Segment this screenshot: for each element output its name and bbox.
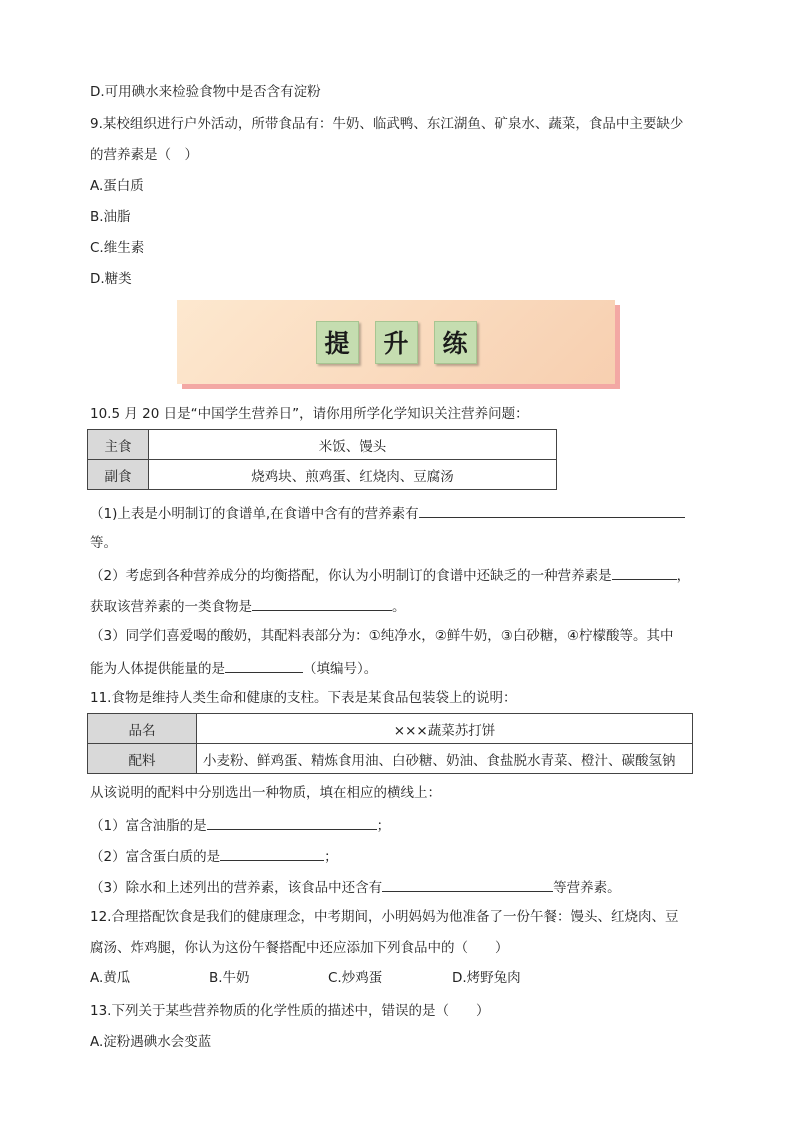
table-cell-value: 小麦粉、鲜鸡蛋、精炼食用油、白砂糖、奶油、食盐脱水青菜、橙汁、碳酸氢钠 — [197, 744, 693, 774]
q12-stem-line2: 腐汤、炸鸡腿，你认为这份午餐搭配中还应添加下列食品中的（ ） — [90, 940, 509, 956]
q13-title: 13.下列关于某些营养物质的化学性质的描述中，错误的是（ ） — [90, 1003, 490, 1019]
q9-option-b: B.油脂 — [90, 209, 131, 225]
q10-sub1-text: （1)上表是小明制订的食谱单,在食谱中含有的营养素有 — [90, 506, 419, 522]
q10-sub3: （3）同学们喜爱喝的酸奶，其配料表部分为：①纯净水，②鲜牛奶，③白砂糖，④柠檬酸等。其中 — [90, 628, 674, 644]
q11-sub3-punct: 等营养素。 — [553, 880, 621, 896]
table-cell-value: ×××蔬菜苏打饼 — [197, 714, 693, 744]
section-banner — [177, 300, 615, 384]
q10-title: 10.5 月 20 日是“中国学生营养日”，请你用所学化学知识关注营养问题： — [90, 406, 529, 422]
q11-sub3 — [90, 876, 621, 898]
q12-option-a: A.黄瓜 — [90, 970, 131, 986]
answer-blank[interactable] — [220, 845, 324, 861]
q10-sub2b-punct: 。 — [392, 599, 406, 615]
answer-blank[interactable] — [612, 564, 677, 580]
answer-blank[interactable] — [252, 595, 392, 611]
q10-sub3b-text: 能为人体提供能量的是 — [90, 661, 225, 677]
q13-option-a: A.淀粉遇碘水会变蓝 — [90, 1034, 212, 1050]
q11-sub1 — [90, 814, 390, 836]
q10-sub3b-punct: （填编号）。 — [303, 661, 378, 677]
q10-sub3-line2 — [90, 657, 377, 679]
banner-char-3: 练 — [434, 321, 477, 364]
table-cell-label: 配料 — [88, 744, 197, 774]
q10-sub2-text: （2）考虑到各种营养成分的均衡搭配，你认为小明制订的食谱中还缺乏的一种营养素是 — [90, 568, 612, 584]
table-cell-label: 主食 — [88, 430, 149, 460]
q11-sub2 — [90, 845, 338, 867]
answer-blank[interactable] — [207, 814, 377, 830]
q9-stem-line2: 的营养素是（ ） — [90, 147, 198, 163]
q10-sub2 — [90, 564, 690, 586]
q11-sub3-text: （3）除水和上述列出的营养素，该食品中还含有 — [90, 880, 383, 896]
q10-sub2-punct: ， — [676, 568, 691, 584]
q12-option-c: C.炒鸡蛋 — [328, 970, 383, 986]
q11-sub1-punct: ； — [376, 818, 391, 834]
answer-blank[interactable] — [419, 502, 685, 518]
q10-sub1 — [90, 502, 685, 524]
q9-option-d: D.糖类 — [90, 271, 132, 287]
table-row — [88, 430, 557, 460]
table-cell-label: 副食 — [88, 460, 149, 490]
q11-title: 11.食物是维持人类生命和健康的支柱。下表是某食品包装袋上的说明： — [90, 690, 517, 706]
q8-option-d: D.可用碘水来检验食物中是否含有淀粉 — [90, 84, 321, 100]
q9-option-c: C.维生素 — [90, 240, 145, 256]
q11-sub2-punct: ； — [324, 849, 338, 865]
q12-option-b: B.牛奶 — [209, 970, 250, 986]
answer-blank[interactable] — [225, 657, 303, 673]
q12-stem-line1: 12.合理搭配饮食是我们的健康理念，中考期间，小明妈妈为他准备了一份午餐：馒头、红烧肉、豆 — [90, 909, 679, 925]
q9-option-a: A.蛋白质 — [90, 178, 144, 194]
q10-sub2-line2 — [90, 595, 406, 617]
menu-table — [87, 429, 557, 490]
banner-char-2: 升 — [375, 321, 418, 364]
q11-sub2-text: （2）富含蛋白质的是 — [90, 849, 221, 865]
table-cell-value: 烧鸡块、煎鸡蛋、红烧肉、豆腐汤 — [149, 460, 557, 490]
q10-sub1-end: 等。 — [90, 535, 117, 551]
q12-option-d: D.烤野兔肉 — [452, 970, 521, 986]
q11-intro: 从该说明的配料中分别选出一种物质，填在相应的横线上： — [90, 785, 441, 801]
q9-stem-line1: 9.某校组织进行户外活动，所带食品有：牛奶、临武鸭、东江湖鱼、矿泉水、蔬菜，食品中主要缺少 — [90, 116, 684, 132]
table-cell-value: 米饭、馒头 — [149, 430, 557, 460]
banner-char-1: 提 — [316, 321, 359, 364]
package-table — [87, 713, 693, 774]
answer-blank[interactable] — [382, 876, 553, 892]
q10-sub2b-text: 获取该营养素的一类食物是 — [90, 599, 252, 615]
table-row — [88, 714, 693, 744]
table-row — [88, 744, 693, 774]
table-row — [88, 460, 557, 490]
table-cell-label: 品名 — [88, 714, 197, 744]
q11-sub1-text: （1）富含油脂的是 — [90, 818, 207, 834]
